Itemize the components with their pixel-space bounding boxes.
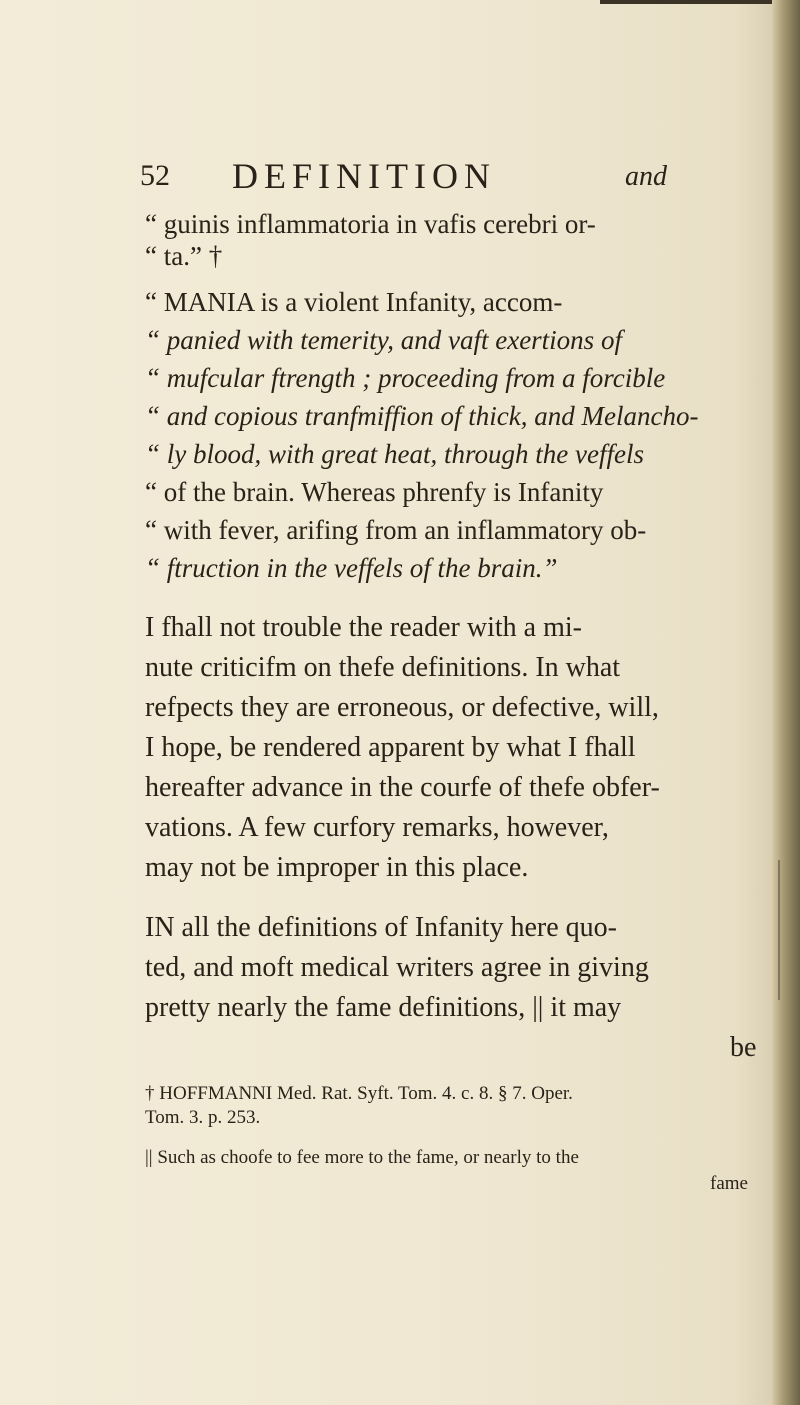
text-line: “ and copious tranfmiffion of thick, and Melancho- <box>145 401 699 431</box>
page-number: 52 <box>140 159 170 192</box>
running-head-title: DEFINITION <box>232 156 496 196</box>
text-line: “ with fever, arifing from an inflammatory ob- <box>145 515 647 545</box>
text-line: “ panied with temerity, and vaft exertions of <box>145 325 622 355</box>
footnote-line: Tom. 3. p. 253. <box>145 1107 261 1128</box>
page-top-rule <box>600 0 800 4</box>
text-line: “ MANIA is a violent Infanity, accom- <box>145 287 563 317</box>
text-line: hereafter advance in the courfe of thefe obfer- <box>145 772 660 803</box>
text-line: ted, and moft medical writers agree in giving <box>145 952 649 983</box>
text-line: I hope, be rendered apparent by what I fhall <box>145 732 636 763</box>
text-line: “ ftruction in the veffels of the brain.” <box>145 553 558 583</box>
text-line: “ mufcular ftrength ; proceeding from a forcible <box>145 363 666 393</box>
running-head-and: and <box>625 161 667 192</box>
text-line: vations. A few curfory remarks, however, <box>145 812 609 843</box>
text-line: “ of the brain. Whereas phrenfy is Infanity <box>145 477 604 507</box>
text-line: I fhall not trouble the reader with a mi- <box>145 612 582 643</box>
footnote-catchword: fame <box>710 1173 748 1194</box>
margin-mark <box>778 860 796 1000</box>
running-head <box>140 155 740 199</box>
text-line: nute criticifm on thefe definitions. In what <box>145 652 621 683</box>
catchword: be <box>730 1032 757 1063</box>
text-line: may not be improper in this place. <box>145 852 529 883</box>
footnote-line: † HOFFMANNI Med. Rat. Syft. Tom. 4. c. 8. § 7. Oper. <box>145 1083 573 1104</box>
book-binding-edge <box>772 0 800 1405</box>
text-line: IN all the definitions of Infanity here quo- <box>145 912 617 943</box>
footnote-line: || Such as choofe to fee more to the fame, or nearly to the <box>145 1147 579 1168</box>
text-line: pretty nearly the fame definitions, || it may <box>145 992 622 1023</box>
text-line: “ ta.” † <box>145 241 223 271</box>
text-line: “ ly blood, with great heat, through the veffels <box>145 439 644 469</box>
text-line: “ guinis inflammatoria in vafis cerebri or- <box>145 209 596 239</box>
text-line: refpects they are erroneous, or defective, will, <box>145 692 659 723</box>
